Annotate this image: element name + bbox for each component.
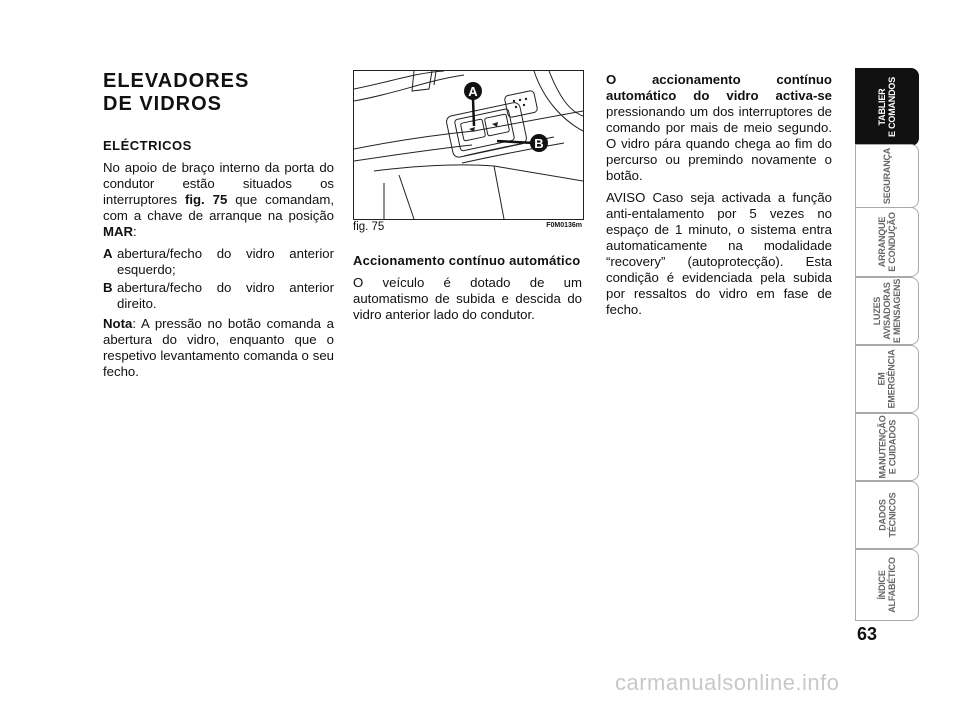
callout-a: A bbox=[468, 84, 478, 99]
list-item: A abertura/fecho do vidro anterior esquerdo; bbox=[103, 246, 334, 277]
figure-reference: fig. 75 bbox=[184, 192, 228, 207]
key-position: MAR bbox=[103, 224, 134, 239]
continuous-operation-paragraph: O accionamento contínuo automático do vidro activa-se pressionando um dos interruptores de comando por mais de meio segundo. O vidro pára quando chega ao fim do percurso ou premindo novamente o botão. bbox=[606, 72, 832, 183]
watermark: carmanualsonline.info bbox=[615, 670, 840, 695]
section-heading: ELEVADORES DE VIDROS bbox=[103, 70, 250, 115]
figure-window-switches bbox=[353, 70, 584, 220]
figure-caption-row bbox=[353, 221, 582, 233]
page-number: 63 bbox=[857, 624, 878, 644]
note-paragraph: Nota: A pressão no botão comanda a abertura do vidro, enquanto que o respetivo levantamento comanda o seu fecho. bbox=[103, 316, 334, 379]
figure-caption: fig. 75 bbox=[353, 221, 385, 233]
subheading-electricos: ELÉCTRICOS bbox=[103, 138, 192, 153]
tab-arranque-conducao[interactable]: ARRANQUE E CONDUÇÃO bbox=[855, 207, 919, 277]
callout-b: B bbox=[534, 136, 544, 151]
column-right bbox=[606, 72, 832, 324]
tab-em-emergencia[interactable]: EM EMERGÊNCIA bbox=[855, 345, 919, 413]
tab-indice-alfabetico[interactable]: ÍNDICE ALFABÉTICO bbox=[855, 549, 919, 621]
column-middle bbox=[353, 253, 582, 329]
intro-paragraph: No apoio de braço interno da porta do condutor estão situados os interruptores fig. 75 que comandam, com a chave de arranque na posição MAR: bbox=[103, 160, 335, 239]
tab-seguranca[interactable]: SEGURANÇA bbox=[855, 144, 919, 208]
column-left bbox=[103, 138, 334, 386]
tab-luzes-avisadoras[interactable]: LUZES AVISADORAS E MENSAGENS bbox=[855, 277, 919, 345]
middle-paragraph: O veículo é dotado de um automatismo de subida e descida do vidro anterior lado do condutor. bbox=[353, 275, 582, 322]
tab-manutencao-cuidados[interactable]: MANUTENÇÃO E CUIDADOS bbox=[855, 413, 919, 481]
tab-dados-tecnicos[interactable]: DADOS TÉCNICOS bbox=[855, 481, 919, 549]
door-panel-illustration bbox=[354, 71, 583, 219]
list-item: B abertura/fecho do vidro anterior direito. bbox=[103, 280, 334, 311]
figure-code: F0M0136m bbox=[546, 222, 582, 229]
subheading-accionamento: Accionamento contínuo automático bbox=[353, 253, 581, 268]
warning-paragraph: AVISO Caso seja activada a função anti-entalamento por 5 vezes no espaço de 1 minuto, o sistema entra automaticamente na modalidade “recovery” (autoprotecção). Esta condição é evidenciada pela subida por ressaltos do vidro em fase de fecho. bbox=[606, 190, 832, 317]
tab-tablier-comandos[interactable]: TABLIER E COMANDOS bbox=[855, 68, 919, 146]
